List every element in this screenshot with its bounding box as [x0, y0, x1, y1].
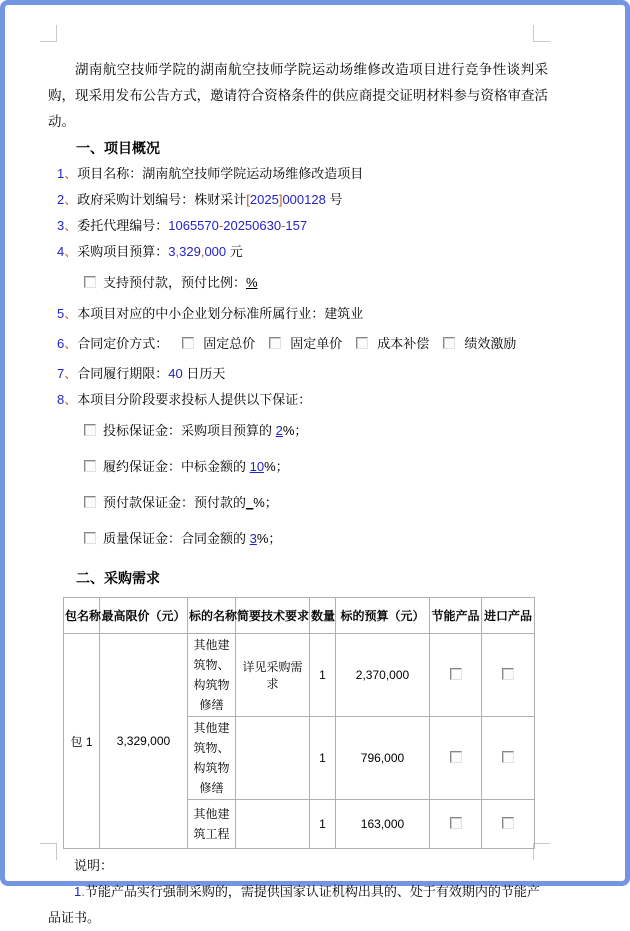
cell-tech-req	[236, 717, 310, 800]
quality-bond-label: 质量保证金：合同金额的 3%；	[103, 531, 282, 546]
prepayment-checkbox[interactable]	[84, 276, 96, 288]
item-industry-classification: 5、本项目对应的中小企业划分标准所属行业：建筑业	[57, 306, 364, 321]
procurement-requirements-table	[63, 597, 535, 849]
cell-tech-req	[236, 800, 310, 849]
cell-qty: 1	[310, 800, 336, 849]
cell-energy-saving	[430, 717, 482, 800]
text-boundary-mark-top-right	[533, 25, 550, 42]
notes-block	[48, 853, 548, 931]
fixed-unit-price-label: 固定单价	[290, 336, 343, 351]
col-header-max-price: 最高限价（元）	[100, 598, 188, 634]
fixed-total-price-checkbox[interactable]	[182, 337, 194, 349]
note-1: 1.节能产品实行强制采购的，需提供国家认证机构出具的、处于有效期内的节能产品证书。	[48, 884, 540, 925]
col-header-imported: 进口产品	[482, 598, 535, 634]
section1-heading: 一、项目概况	[76, 140, 160, 156]
cell-energy-saving	[430, 800, 482, 849]
intro-paragraph: 湖南航空技师学院的湖南航空技师学院运动场维修改造项目进行竞争性谈判采购，现采用发布公告方式，邀请符合资格条件的供应商提交证明材料参与资格审查活动。	[48, 62, 548, 129]
cell-qty: 1	[310, 634, 336, 717]
bid-bond-row	[84, 413, 548, 449]
cell-qty: 1	[310, 717, 336, 800]
col-header-tech-req: 简要技术要求	[236, 598, 310, 634]
cost-compensation-label: 成本补偿	[377, 336, 430, 351]
performance-bond-checkbox[interactable]	[84, 460, 96, 472]
item-contract-duration: 7、合同履行期限：40 日历天	[57, 366, 226, 381]
text-boundary-mark-top-left	[40, 25, 57, 42]
cell-budget: 163,000	[336, 800, 430, 849]
item-project-budget: 4、采购项目预算：3,329,000 元	[57, 244, 243, 259]
col-header-item-name: 标的名称	[188, 598, 236, 634]
energy-saving-checkbox-row3[interactable]	[450, 817, 462, 829]
performance-bond-row	[84, 449, 548, 485]
item-project-name: 1、项目名称：湖南航空技师学院运动场维修改造项目	[57, 166, 364, 181]
table-row	[64, 634, 535, 717]
fixed-unit-price-checkbox[interactable]	[269, 337, 281, 349]
cell-imported	[482, 800, 535, 849]
pricing-option-fixed-total	[182, 336, 255, 351]
cell-package: 包 1	[64, 634, 100, 849]
cell-budget: 796,000	[336, 717, 430, 800]
bid-bond-checkbox[interactable]	[84, 424, 96, 436]
notes-label: 说明：	[74, 858, 114, 873]
col-header-package: 包名称	[64, 598, 100, 634]
energy-saving-checkbox-row1[interactable]	[450, 668, 462, 680]
advance-payment-bond-label: 预付款保证金：预付款的_%；	[103, 495, 278, 510]
col-header-qty: 数量	[310, 598, 336, 634]
imported-product-checkbox-row2[interactable]	[502, 751, 514, 763]
item-agency-number: 3、委托代理编号：1065570-20250630-157	[57, 218, 308, 233]
performance-incentive-checkbox[interactable]	[443, 337, 455, 349]
item-gov-plan-number: 2、政府采购计划编号：株财采计[2025]000128 号	[57, 192, 343, 207]
performance-incentive-label: 绩效激励	[464, 336, 517, 351]
cell-energy-saving	[430, 634, 482, 717]
energy-saving-checkbox-row2[interactable]	[450, 751, 462, 763]
item-contract-pricing	[57, 327, 548, 361]
advance-payment-bond-checkbox[interactable]	[84, 496, 96, 508]
pricing-option-performance-incentive	[443, 336, 516, 351]
pricing-option-cost-compensation	[356, 336, 429, 351]
col-header-energy-saving: 节能产品	[430, 598, 482, 634]
bid-bond-label: 投标保证金：采购项目预算的 2%；	[103, 423, 308, 438]
col-header-budget: 标的预算（元）	[336, 598, 430, 634]
cell-max-price: 3,329,000	[100, 634, 188, 849]
table-header-row	[64, 598, 535, 634]
document-content	[48, 57, 548, 931]
cell-tech-req: 详见采购需求	[236, 634, 310, 717]
prepayment-option-row	[84, 265, 548, 301]
cost-compensation-checkbox[interactable]	[356, 337, 368, 349]
imported-product-checkbox-row1[interactable]	[502, 668, 514, 680]
cell-imported	[482, 634, 535, 717]
cell-item-name: 其他建筑工程	[188, 800, 236, 849]
cell-item-name: 其他建筑物、构筑物修缮	[188, 634, 236, 717]
cell-item-name: 其他建筑物、构筑物修缮	[188, 717, 236, 800]
section2-heading: 二、采购需求	[76, 570, 160, 586]
quality-bond-checkbox[interactable]	[84, 532, 96, 544]
performance-bond-label: 履约保证金：中标金额的 10%；	[103, 459, 289, 474]
pricing-label: 6、合同定价方式：	[57, 336, 169, 351]
fixed-total-price-label: 固定总价	[203, 336, 256, 351]
pricing-option-fixed-unit	[269, 336, 342, 351]
cell-imported	[482, 717, 535, 800]
quality-bond-row	[84, 521, 548, 557]
item-guarantees-intro: 8、本项目分阶段要求投标人提供以下保证：	[57, 392, 312, 407]
imported-product-checkbox-row3[interactable]	[502, 817, 514, 829]
prepayment-label: 支持预付款，预付比例：%	[103, 275, 258, 290]
cell-budget: 2,370,000	[336, 634, 430, 717]
advance-payment-bond-row	[84, 485, 548, 521]
